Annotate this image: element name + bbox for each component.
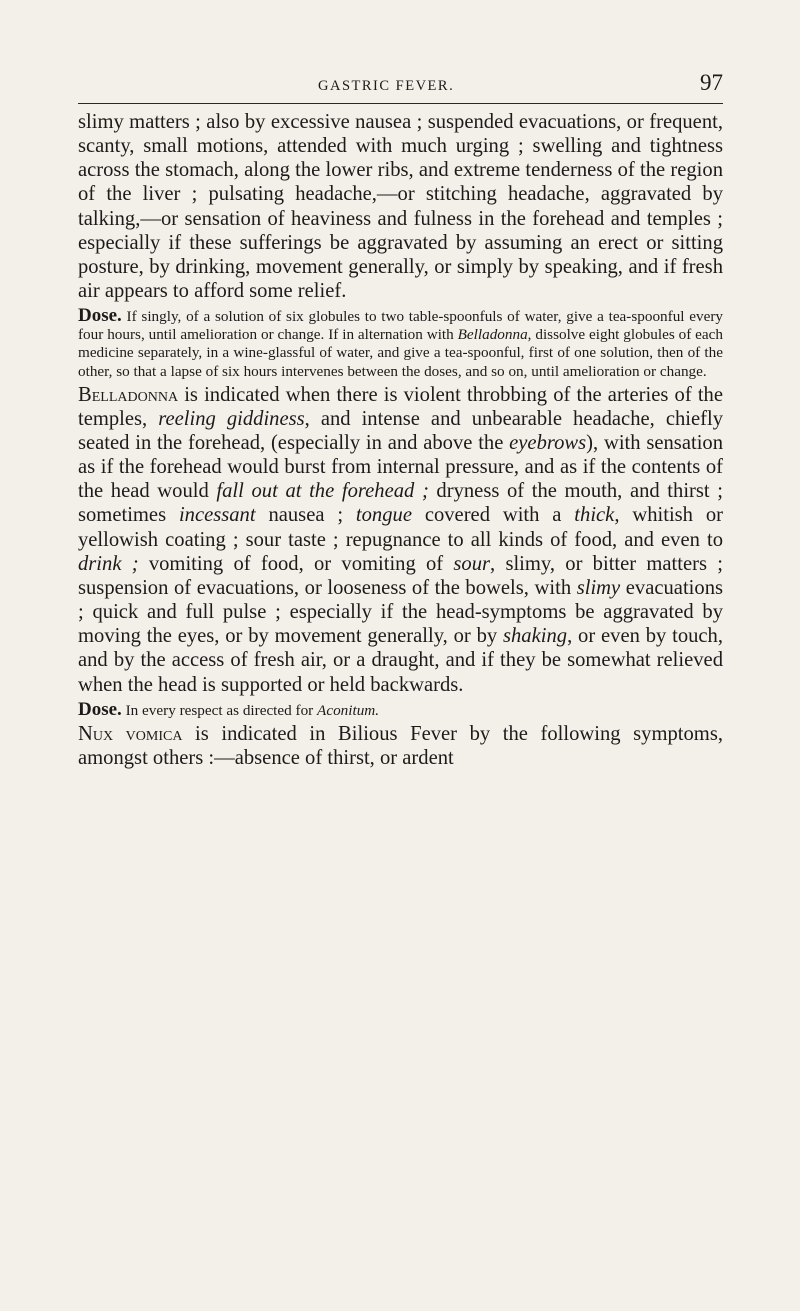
page-number: 97: [700, 70, 723, 95]
dose-label: Dose.: [78, 305, 122, 327]
remedy-name: Nux vomica: [78, 722, 183, 745]
remedy-name: Belladonna: [78, 383, 179, 406]
header-rule: [78, 103, 723, 104]
body-text: [78, 110, 723, 770]
belladonna-paragraph: Belladonna is indicated when there is violent throbbing of the arteries of the temples, reeling giddiness, and intense and unbearable headache, chiefly seated in the forehead, (especially in and above the eyebrows), with sensation as if the forehead would burst from internal pressure, and as if the contents of the head would fall out at the forehead ; dryness of the mouth, and thirst ; sometimes incessant nausea ; tongue covered with a thick, whitish or yellowish coating ; sour taste ; repugnance to all kinds of food, and even to drink ; vomiting of food, or vomiting of sour, slimy, or bitter matters ; suspension of evacuations, or looseness of the bowels, with slimy evacuations ; quick and full pulse ; especially if the head-symptoms be aggravated by moving the eyes, or by movement generally, or by shaking, or even by touch, and by the access of fresh air, or a draught, and if they be somewhat relieved when the head is supported or held backwards.: [78, 383, 724, 696]
running-header: [78, 66, 723, 100]
dose-paragraph-1: Dose. If singly, of a solution of six globules to two table-spoonfuls of water, give a tea-spoonful every four hours, until amelioration or change. If in alternation with Belladonna, dissolve eight globules of each medicine separately, in a wine-glassful of water, and give a tea-spoonful, first of one solution, then of the other, so that a lapse of six hours intervenes between the doses, and so on, until amelioration or change.: [78, 305, 723, 380]
dose-paragraph-2: Dose. In every respect as directed for Aconitum.: [78, 698, 380, 720]
dose-label: Dose.: [78, 698, 122, 720]
nux-vomica-paragraph: Nux vomica is indicated in Bilious Fever by the following symptoms, amongst others :—absence of thirst, or ardent: [78, 722, 723, 769]
paragraph-continuation: slimy matters ; also by excessive nausea ; suspended evacuations, or frequent, scanty, small motions, attended with much urging ; swelling and tightness across the stomach, along the lower ribs, and extreme tenderness of the region of the liver ; pulsating headache,—or stitching headache, aggravated by talking,—or sensation of heaviness and fulness in the forehead and temples ; especially if these sufferings be aggravated by assuming an erect or sitting posture, by drinking, movement generally, or simply by speaking, and if fresh air appears to afford some relief.: [78, 111, 723, 303]
running-title: GASTRIC FEVER.: [318, 78, 455, 94]
